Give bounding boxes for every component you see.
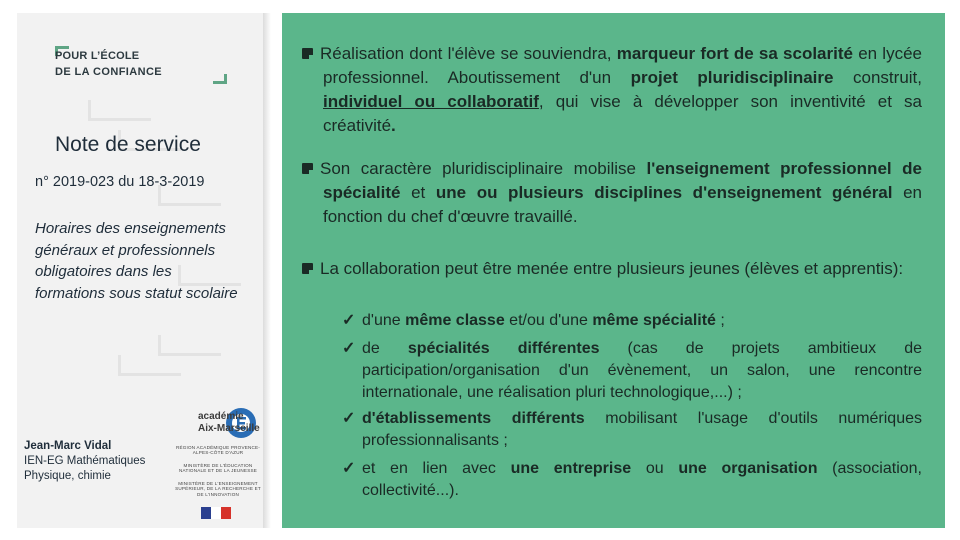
academy-label-1: académie <box>198 411 244 422</box>
text-segment: en fonction du chef d'œuvre travaillé. <box>323 183 923 226</box>
sub-bullet-item <box>342 458 922 502</box>
text-segment: l'enseignement professionnel de spécialité <box>323 159 922 202</box>
decorative-line <box>118 355 181 376</box>
document-subject: Horaires des enseignements généraux et professionnels obligatoires dans les formations sous statut scolaire <box>35 220 238 303</box>
text-segment: et/ou d'une <box>504 312 593 329</box>
text-segment: et en lien avec <box>362 460 511 477</box>
author-block <box>24 439 145 484</box>
logo-line-2: DE LA CONFIANCE <box>55 66 163 78</box>
panel-shadow <box>263 13 271 528</box>
text-segment: une ou plusieurs disciplines d'enseignement général <box>435 183 893 202</box>
text-segment: même spécialité <box>592 312 716 329</box>
region-label: RÉGION ACADÉMIQUE PROVENCE-ALPES-CÔTE D'AZUR <box>175 445 261 456</box>
ministry-label-1: MINISTÈRE DE L'ÉDUCATION NATIONALE ET DE LA JEUNESSE <box>179 463 257 474</box>
academy-label-2: Aix-Marseille <box>198 423 260 434</box>
text-segment: construit, <box>833 68 922 87</box>
checkmark-icon: ✓ <box>342 460 356 477</box>
text-segment: même classe <box>405 312 505 329</box>
square-bullet-icon <box>302 48 313 59</box>
text-segment: marqueur fort de sa scolarité <box>616 44 853 63</box>
checkmark-icon: ✓ <box>342 410 356 427</box>
text-segment: et <box>400 183 436 202</box>
text-segment: projet pluridisciplinaire <box>630 68 834 87</box>
text-segment: d'établissements différents <box>362 410 585 427</box>
text-segment: individuel ou collaboratif <box>323 92 539 111</box>
sub-bullet-item <box>342 310 922 332</box>
text-segment: une organisation <box>678 460 818 477</box>
text-segment: . <box>391 116 396 135</box>
bullet-item <box>302 42 922 138</box>
author-role-line-1: IEN-EG Mathématiques <box>24 455 146 467</box>
text-segment: ; <box>715 312 725 329</box>
text-segment: d'une <box>362 312 406 329</box>
text-segment: , qui vise à développer son inventivité et sa créativité <box>323 92 922 135</box>
ministry-label-2: MINISTÈRE DE L'ENSEIGNEMENT SUPÉRIEUR, DE LA RECHERCHE ET DE L'INNOVATION <box>175 481 261 497</box>
bullet-item <box>302 157 922 229</box>
institution-logos <box>175 403 263 523</box>
page-title: Note de service <box>55 133 201 156</box>
text-segment: Réalisation dont l'élève se souviendra, <box>320 44 617 63</box>
sub-bullet-item <box>342 408 922 452</box>
author-role-line-2: Physique, chimie <box>24 470 111 482</box>
republic-flag-icon <box>201 507 231 519</box>
logo-line-1: POUR L’ÉCOLE <box>55 50 140 62</box>
text-segment: Son caractère pluridisciplinaire mobilise <box>320 159 647 178</box>
bullet-item <box>302 257 922 281</box>
text-segment: spécialités différentes <box>407 340 600 357</box>
checkmark-icon: ✓ <box>342 312 356 329</box>
square-bullet-icon <box>302 263 313 274</box>
decorative-line <box>88 100 151 121</box>
text-segment: ou <box>631 460 679 477</box>
text-segment: en lycée professionnel. Aboutissement d'un <box>323 44 922 87</box>
text-segment: La collaboration peut être menée entre plusieurs jeunes (élèves et apprentis): <box>320 259 904 278</box>
text-segment: (cas de projets ambitieux de participation/organisation d'un évènement, un salon, une rencontre internationale, une réalisation pluri technologique,...) ; <box>362 340 923 401</box>
text-segment: une entreprise <box>510 460 632 477</box>
document-reference: n° 2019-023 du 18-3-2019 <box>35 174 205 190</box>
author-name: Jean-Marc Vidal <box>24 440 112 452</box>
square-bullet-icon <box>302 163 313 174</box>
text-segment: (association, collectivité...). <box>362 460 922 499</box>
text-segment: mobilisant l'usage d'outils numériques professionnalisants ; <box>362 410 922 449</box>
sub-bullet-item <box>342 338 922 404</box>
checkmark-icon: ✓ <box>342 340 356 357</box>
decorative-line <box>158 335 221 356</box>
text-segment: de <box>362 340 408 357</box>
